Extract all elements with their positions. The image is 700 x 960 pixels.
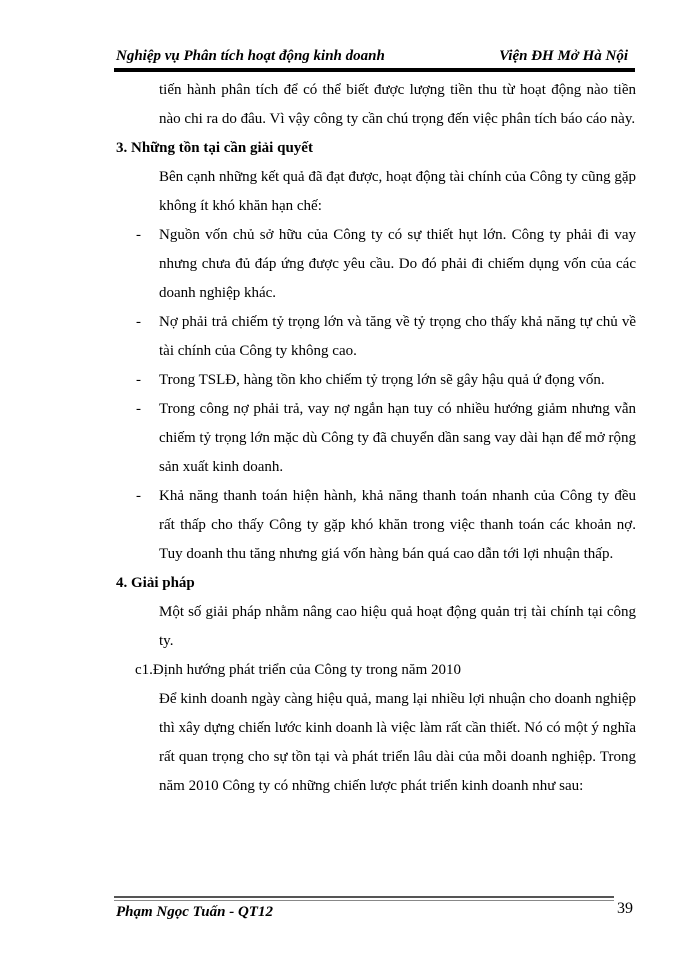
list-item — [116, 395, 636, 482]
page-header — [116, 44, 628, 68]
bullet-dash: - — [136, 227, 141, 243]
list-item-text: Trong TSLĐ, hàng tồn kho chiếm tỷ trọng lớn sẽ gây hậu quả ứ đọng vốn. — [159, 372, 605, 388]
page-body — [116, 76, 636, 801]
section-3-heading: 3. Những tồn tại cần giải quyết — [116, 140, 313, 156]
section-4-heading: 4. Giải pháp — [116, 575, 195, 591]
list-item — [116, 221, 636, 308]
list-item — [116, 308, 636, 366]
section-3-intro: Bên cạnh những kết quả đã đạt được, hoạt động tài chính của Công ty cũng gặp không ít khó khăn hạn chế: — [159, 169, 636, 214]
header-divider — [114, 68, 635, 72]
footer-divider — [114, 896, 614, 898]
list-item-text: Khả năng thanh toán hiện hành, khả năng thanh toán nhanh của Công ty đều rất thấp cho thấy Công ty gặp khó khăn trong việc thanh toán các khoản nợ. Tuy doanh thu tăng nhưng giá vốn hàng bán quá cao dẫn tới lợi nhuận thấp. — [159, 488, 636, 562]
bullet-dash: - — [136, 314, 141, 330]
footer-divider-thin — [114, 900, 614, 901]
bullet-dash: - — [136, 488, 141, 504]
list-item-text: Nguồn vốn chủ sở hữu của Công ty có sự thiết hụt lớn. Công ty phải đi vay nhưng chưa đủ đáp ứng được yêu cầu. Do đó phải đi chiếm dụng vốn của các doanh nghiệp khác. — [159, 227, 636, 301]
page-number: 39 — [617, 900, 633, 917]
bullet-dash: - — [136, 401, 141, 417]
list-item — [116, 482, 636, 569]
intro-paragraph: tiến hành phân tích để có thể biết được lượng tiền thu từ hoạt động nào tiền nào chi ra do đâu. Vì vậy công ty cần chú trọng đến việc phân tích báo cáo này. — [159, 82, 636, 127]
list-item-text: Trong công nợ phải trả, vay nợ ngắn hạn tuy có nhiều hướng giảm nhưng vẫn chiếm tỷ trọng lớn mặc dù Công ty đã chuyển dần sang vay dài hạn để mở rộng sản xuất kinh doanh. — [159, 401, 637, 475]
header-institution: Viện ĐH Mở Hà Nội — [499, 48, 628, 64]
subsection-c1-heading: c1.Định hướng phát triển của Công ty trong năm 2010 — [135, 662, 462, 678]
list-item-text: Nợ phải trả chiếm tỷ trọng lớn và tăng về tỷ trọng cho thấy khả năng tự chủ về tài chính của Công ty không cao. — [159, 314, 636, 359]
subsection-c1-paragraph: Để kinh doanh ngày càng hiệu quả, mang lại nhiều lợi nhuận cho doanh nghiệp thì xây dựng chiến lước kinh doanh là việc làm rất cần thiết. Nó có một ý nghĩa rất quan trọng cho sự tồn tại và phát triển lâu dài của mỗi doanh nghiệp. Trong năm 2010 Công ty có những chiến lược phát triển kinh doanh như sau: — [159, 691, 636, 794]
list-item — [116, 366, 636, 395]
section-4-intro: Một số giải pháp nhằm nâng cao hiệu quả hoạt động quản trị tài chính tại công ty. — [159, 604, 636, 649]
footer-author: Phạm Ngọc Tuấn - QT12 — [116, 904, 273, 920]
bullet-dash: - — [136, 372, 141, 388]
header-course-title: Nghiệp vụ Phân tích hoạt động kinh doanh — [116, 48, 385, 64]
